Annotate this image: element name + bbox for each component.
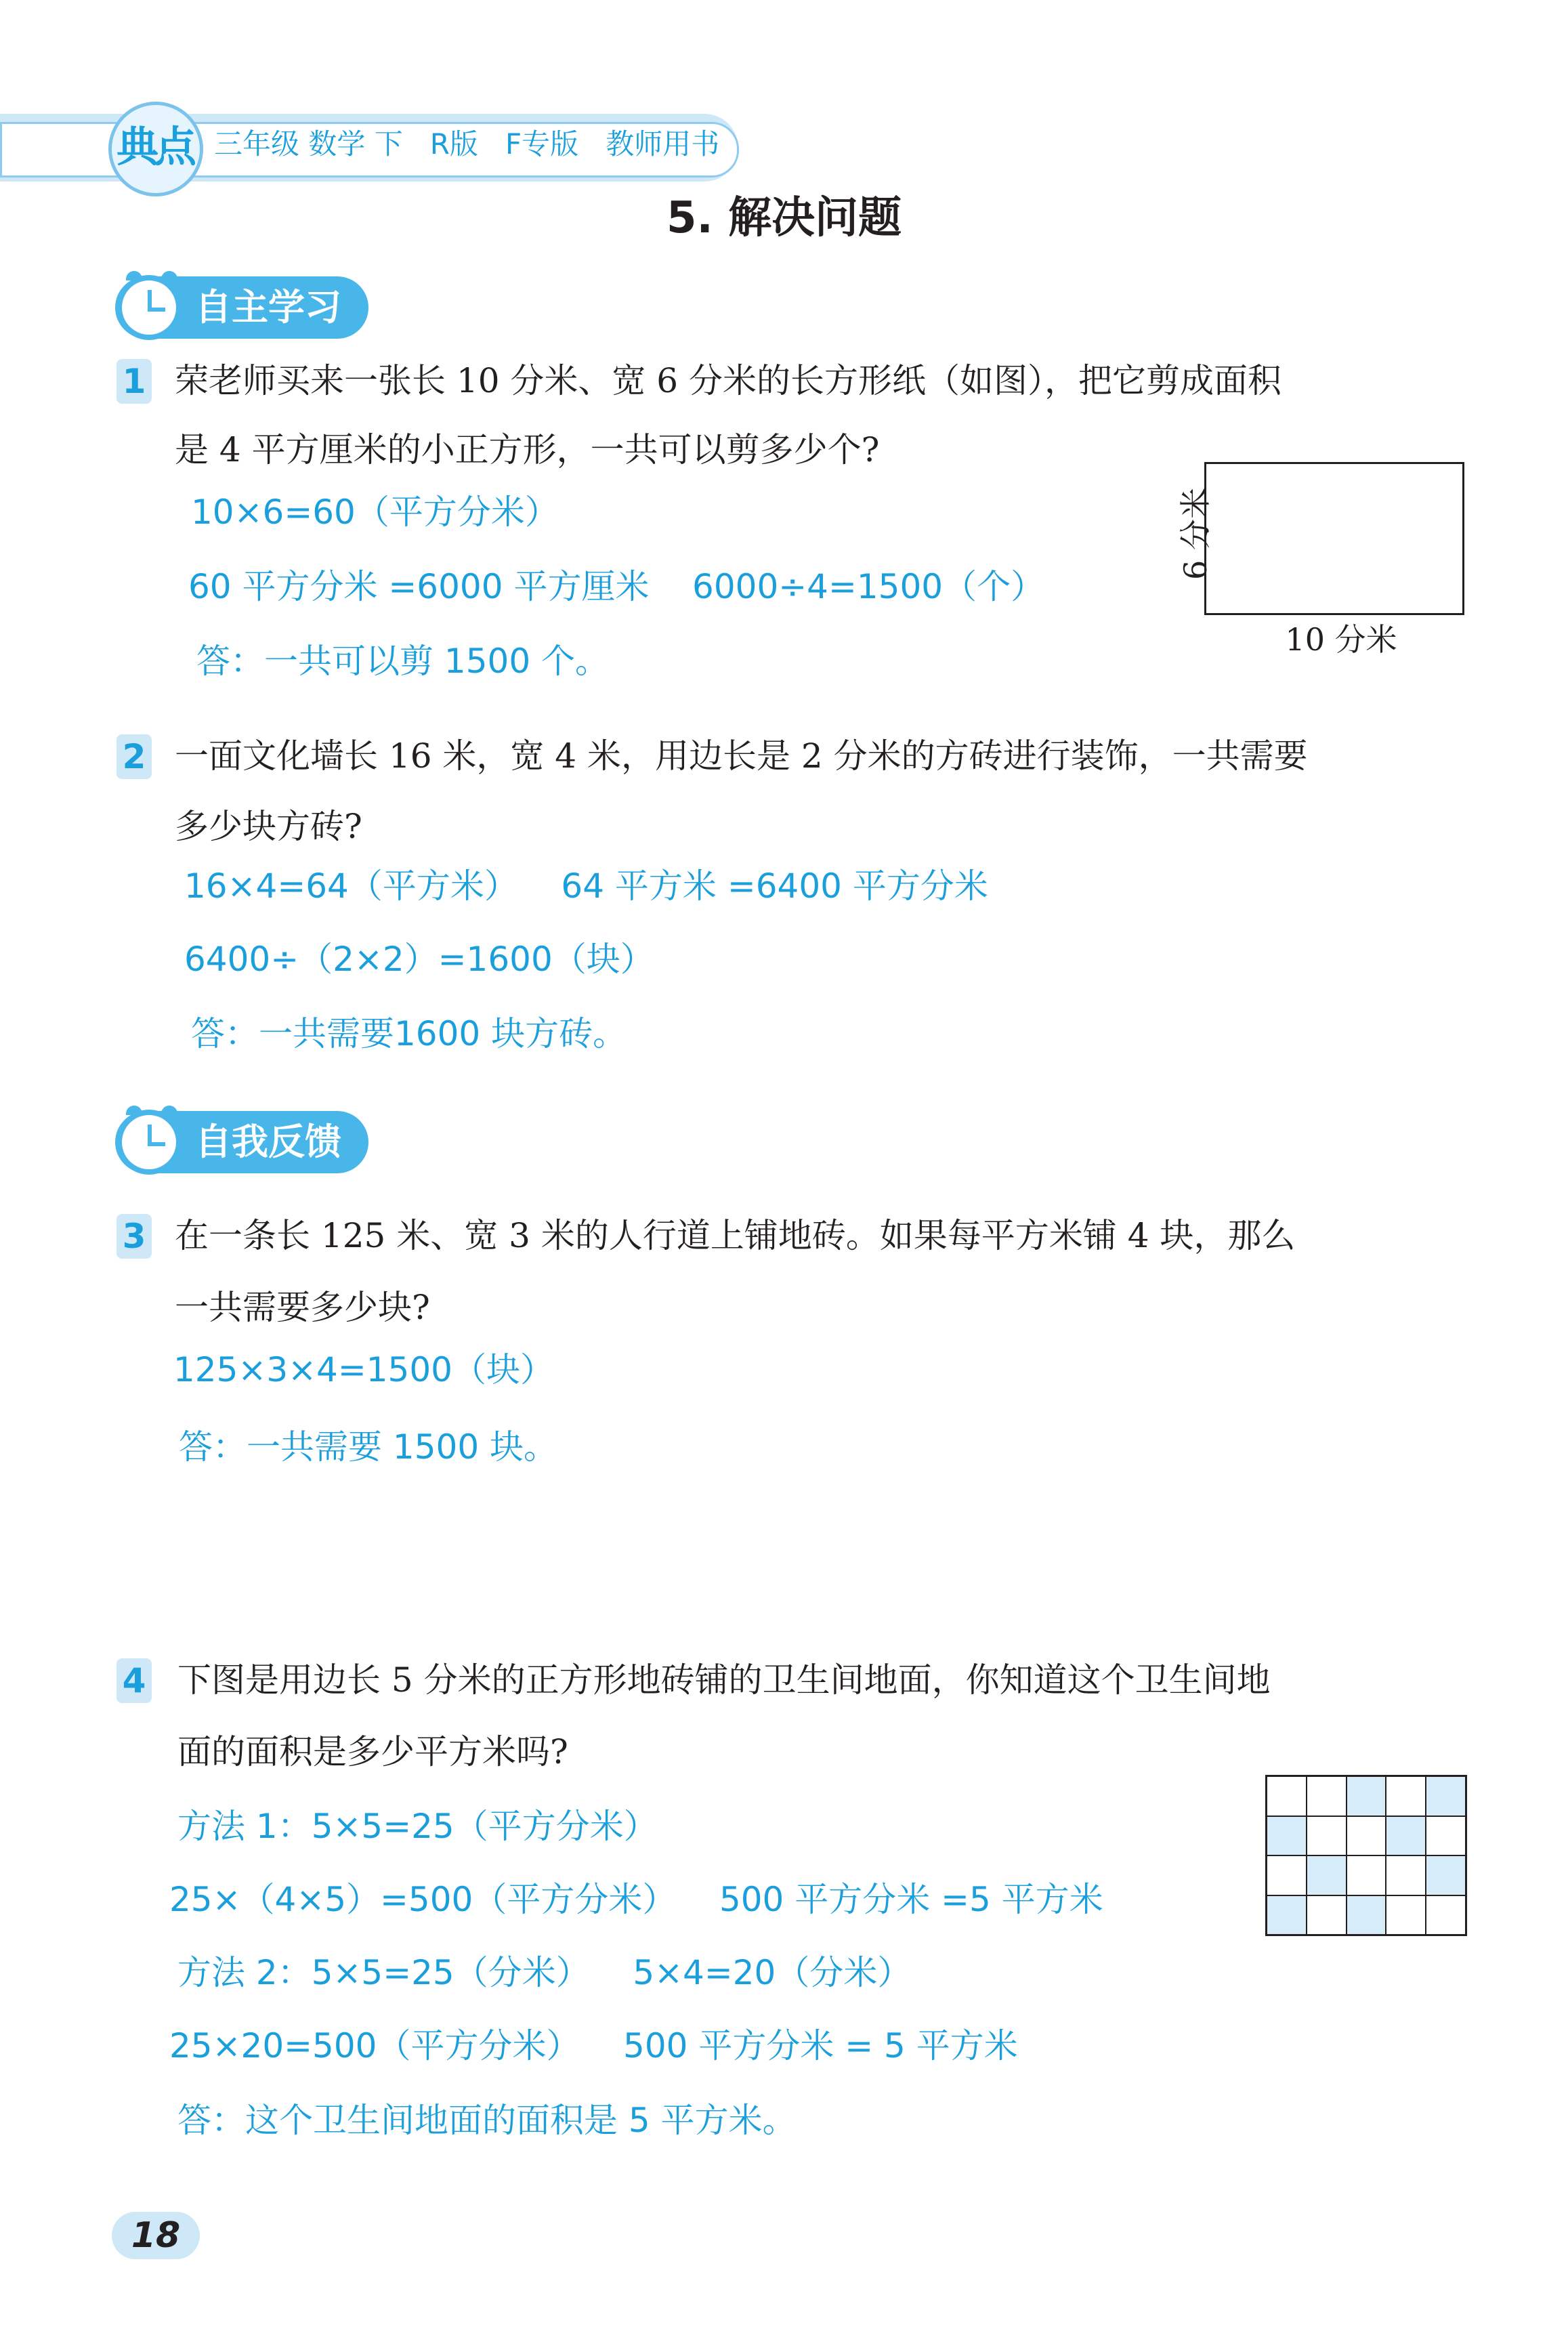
answer-4-line-2: 25×（4×5）=500（平方分米） 500 平方分米 =5 平方米 xyxy=(169,1880,1103,1919)
question-number-2: 2 xyxy=(116,734,152,779)
book-title: 三年级 数学 下 R版 F专版 教师用书 xyxy=(214,127,720,161)
answer-1-line-2: 60 平方分米 =6000 平方厘米 6000÷4=1500（个） xyxy=(188,567,1045,606)
answer-1-line-3: 答：一共可以剪 1500 个。 xyxy=(196,642,610,681)
logo-text: 典点 xyxy=(116,122,192,171)
question-2-line-2: 多少块方砖? xyxy=(175,807,362,846)
rectangle-width-label: 10 分米 xyxy=(1285,621,1397,658)
rectangle-height-label: 6 分米 xyxy=(1177,488,1214,580)
answer-4-line-4: 25×20=500（平方分米） 500 平方分米 = 5 平方米 xyxy=(169,2026,1018,2065)
answer-1-line-1: 10×6=60（平方分米） xyxy=(191,492,559,532)
question-number-3: 3 xyxy=(116,1214,152,1259)
alarm-clock-icon xyxy=(116,275,182,340)
answer-2-line-1: 16×4=64（平方米） 64 平方米 =6400 平方分米 xyxy=(184,866,988,906)
section-title: 5. 解决问题 xyxy=(666,193,902,243)
question-number-1: 1 xyxy=(116,359,152,404)
answer-3-line-1: 125×3×4=1500（块） xyxy=(173,1350,554,1389)
page-number: 18 xyxy=(112,2212,200,2259)
answer-4-line-1: 方法 1：5×5=25（平方分米） xyxy=(177,1807,658,1846)
question-3-line-2: 一共需要多少块? xyxy=(175,1288,430,1327)
self-study-badge: 自主学习 xyxy=(115,276,368,339)
answer-2-line-3: 答：一共需要1600 块方砖。 xyxy=(191,1014,627,1053)
question-1-line-1: 荣老师买来一张长 10 分米、宽 6 分米的长方形纸（如图），把它剪成面积 xyxy=(175,361,1282,400)
answer-4-line-5: 答：这个卫生间地面的面积是 5 平方米。 xyxy=(177,2101,797,2140)
question-2-line-1: 一面文化墙长 16 米，宽 4 米，用边长是 2 分米的方砖进行装饰，一共需要 xyxy=(175,736,1308,776)
paper-rectangle-figure xyxy=(1204,462,1464,615)
question-3-line-1: 在一条长 125 米、宽 3 米的人行道上铺地砖。如果每平方米铺 4 块，那么 xyxy=(175,1216,1296,1255)
question-number-4: 4 xyxy=(116,1658,152,1703)
self-feedback-badge: 自我反馈 xyxy=(115,1111,368,1173)
question-1-line-2: 是 4 平方厘米的小正方形，一共可以剪多少个? xyxy=(175,430,880,469)
bathroom-tile-grid-figure xyxy=(1265,1775,1467,1936)
question-4-line-2: 面的面积是多少平方米吗? xyxy=(177,1732,568,1771)
answer-2-line-2: 6400÷（2×2）=1600（块） xyxy=(184,940,654,979)
question-4-line-1: 下图是用边长 5 分米的正方形地砖铺的卫生间地面，你知道这个卫生间地 xyxy=(177,1660,1271,1700)
answer-4-line-3: 方法 2：5×5=25（分米） 5×4=20（分米） xyxy=(177,1953,912,1992)
alarm-clock-icon xyxy=(116,1110,182,1175)
answer-3-line-2: 答：一共需要 1500 块。 xyxy=(179,1427,558,1467)
